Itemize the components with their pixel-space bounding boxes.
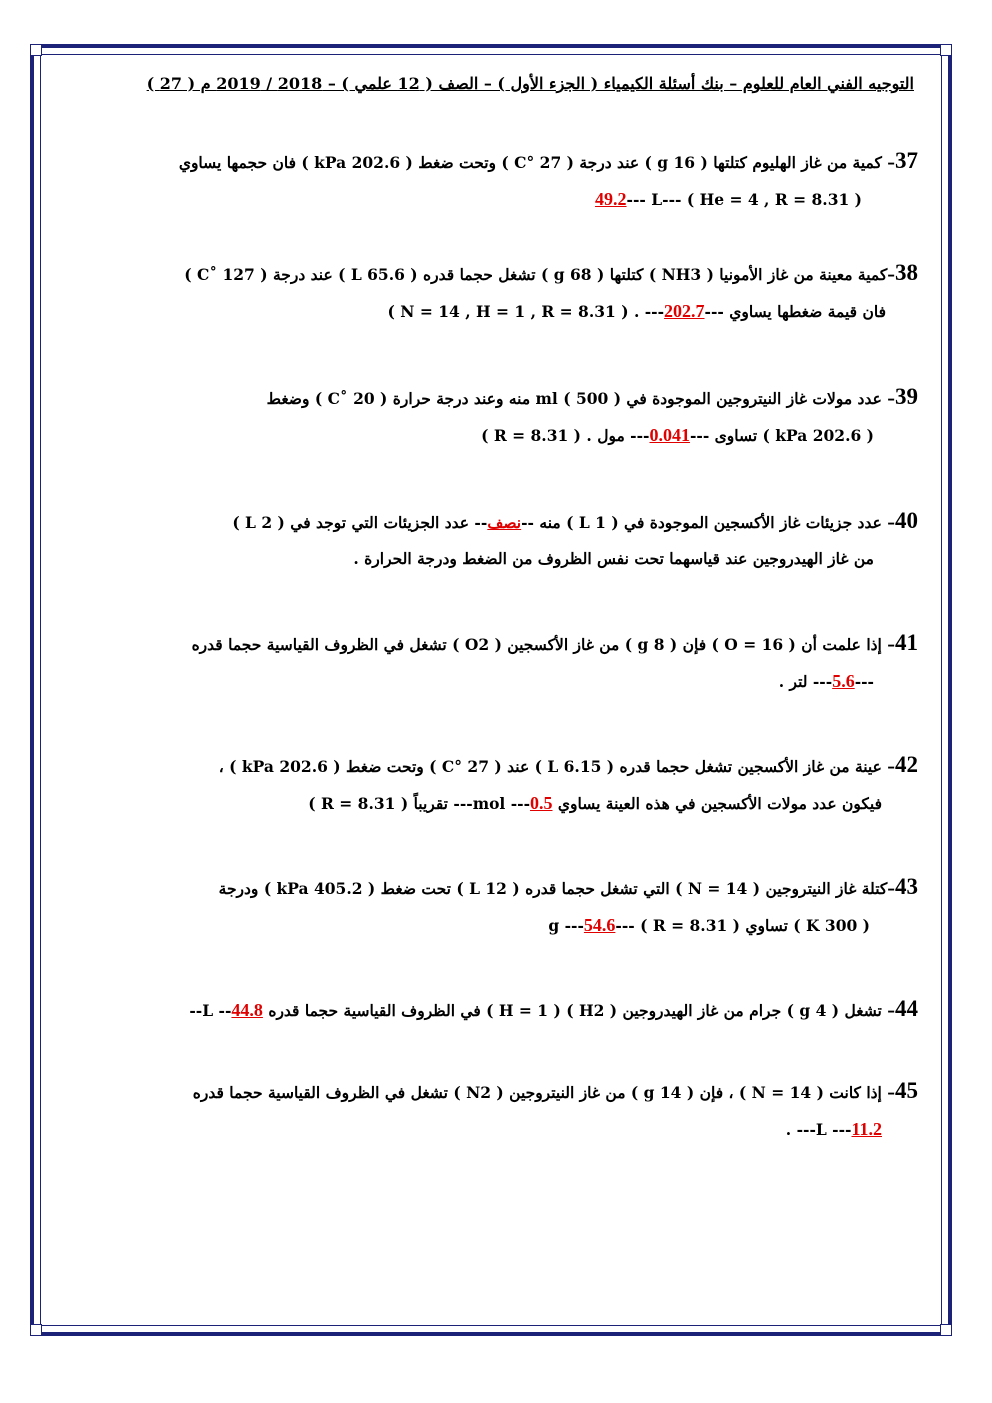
border-corner	[940, 44, 952, 56]
answer: 0.041	[649, 425, 690, 445]
border-corner	[940, 1324, 952, 1336]
answer: 202.7	[664, 301, 705, 321]
question-text: – عدد جزيئات غاز الأكسجين الموجودة في ( 1 L ) منه --	[521, 513, 895, 532]
question-given: ( 202.6 kPa ) تساوى ---	[689, 426, 874, 445]
question-text: – كمية من غاز الهليوم كتلتها ( 16 g ) عند درجة ( 27 °C ) وتحت ضغط ( 202.6 kPa ) فان حجمها يساوي	[178, 153, 895, 172]
question-38	[60, 262, 918, 323]
question-unit: --- L	[626, 190, 663, 209]
question-37	[60, 150, 918, 211]
question-39	[60, 386, 918, 447]
answer: 5.6	[832, 671, 855, 691]
question-unit: --- . ( N = 14 , H = 1 , R = 8.31 )	[387, 302, 665, 321]
question-text-line2: من غاز الهيدروجين عند قياسهما تحت نفس الظروف من الضغط ودرجة الحرارة .	[353, 549, 874, 568]
question-number: 44	[895, 996, 918, 1021]
question-text-end: -- عدد الجزيئات التي توجد في ( 2 L )	[232, 513, 488, 532]
question-43	[60, 876, 918, 937]
question-42	[60, 754, 918, 815]
question-given: فان قيمة ضغطها يساوي ---	[704, 302, 886, 321]
question-number: 39	[895, 384, 918, 409]
question-given: L ---	[815, 1120, 852, 1139]
border-corner	[30, 1324, 42, 1336]
question-number: 43	[895, 874, 918, 899]
question-number: 40	[895, 508, 918, 533]
question-given: ( He = 4 , R = 8.31 ) ---	[662, 190, 862, 209]
question-number: 41	[895, 630, 918, 655]
border-corner	[30, 44, 42, 56]
question-text: – إذا كانت ( N = 14 ) ، فإن ( 14 g ) من غاز النيتروجين ( N2 ) تشغل في الظروف القياسية حجما قدره	[192, 1083, 895, 1102]
question-45	[60, 1080, 918, 1141]
answer: 11.2	[851, 1119, 882, 1139]
question-40	[60, 510, 918, 570]
question-text: – عدد مولات غاز النيتروجين الموجودة في ml ( 500 ) منه وعند درجة حرارة ( 20 ˚C ) وضغط	[266, 389, 895, 408]
question-text: – عينة من غاز الأكسجين تشغل حجما قدره ( 6.15 L ) عند ( 27 °C ) وتحت ضغط ( 202.6 kPa ) ،	[218, 757, 895, 776]
question-given: ( 300 K ) تساوي g ---	[548, 916, 870, 935]
question-44	[70, 998, 918, 1022]
answer: 54.6	[583, 915, 616, 935]
answer: 0.5	[530, 793, 553, 813]
question-unit: --- مول . ( R = 8.31 )	[481, 426, 650, 445]
question-number: 45	[895, 1078, 918, 1103]
question-text-end: --	[189, 1001, 203, 1020]
question-text: – إذا علمت أن ( O = 16 ) فإن ( 8 g ) من غاز الأكسجين ( O2 ) تشغل في الظروف القياسية حجما قدره	[191, 635, 895, 654]
question-unit: --- تقريباً ( R = 8.31 )	[308, 794, 473, 813]
question-unit: --- لتر .	[778, 672, 833, 691]
question-number: 42	[895, 752, 918, 777]
question-given: ---	[854, 672, 874, 691]
question-number: 38	[895, 260, 918, 285]
answer: 49.2	[595, 189, 627, 209]
answer: 44.8	[231, 1000, 263, 1020]
question-text: – تشغل ( 4 g ) جرام من غاز الهيدروجين ( H2 ) ( H = 1 ) في الظروف القياسية حجما قدره L --	[202, 1001, 895, 1020]
question-text: –كتلة غاز النيتروجين ( N = 14 ) التي تشغل حجما قدره ( 12 L ) تحت ضغط ( 405.2 kPa ) ودرجة	[218, 879, 895, 898]
answer: نصف	[487, 513, 522, 532]
question-unit: --- .	[785, 1120, 816, 1139]
question-text: –كمية معينة من غاز الأمونيا ( NH3 ) كتلتها ( 68 g ) تشغل حجما قدره ( 65.6 L ) عند درجة ( 127 ˚C )	[184, 265, 895, 284]
question-number: 37	[895, 148, 918, 173]
question-given: فيكون عدد مولات الأكسجين في هذه العينة يساوي mol ---	[472, 794, 882, 813]
question-41	[60, 632, 918, 693]
page-header: التوجيه الفني العام للعلوم – بنك أسئلة الكيمياء ( الجزء الأول ) – الصف ( 12 علمي ) – 2018 / 2019 م ( 27 )	[146, 74, 914, 93]
question-unit: --- ( R = 8.31 )	[615, 916, 740, 935]
